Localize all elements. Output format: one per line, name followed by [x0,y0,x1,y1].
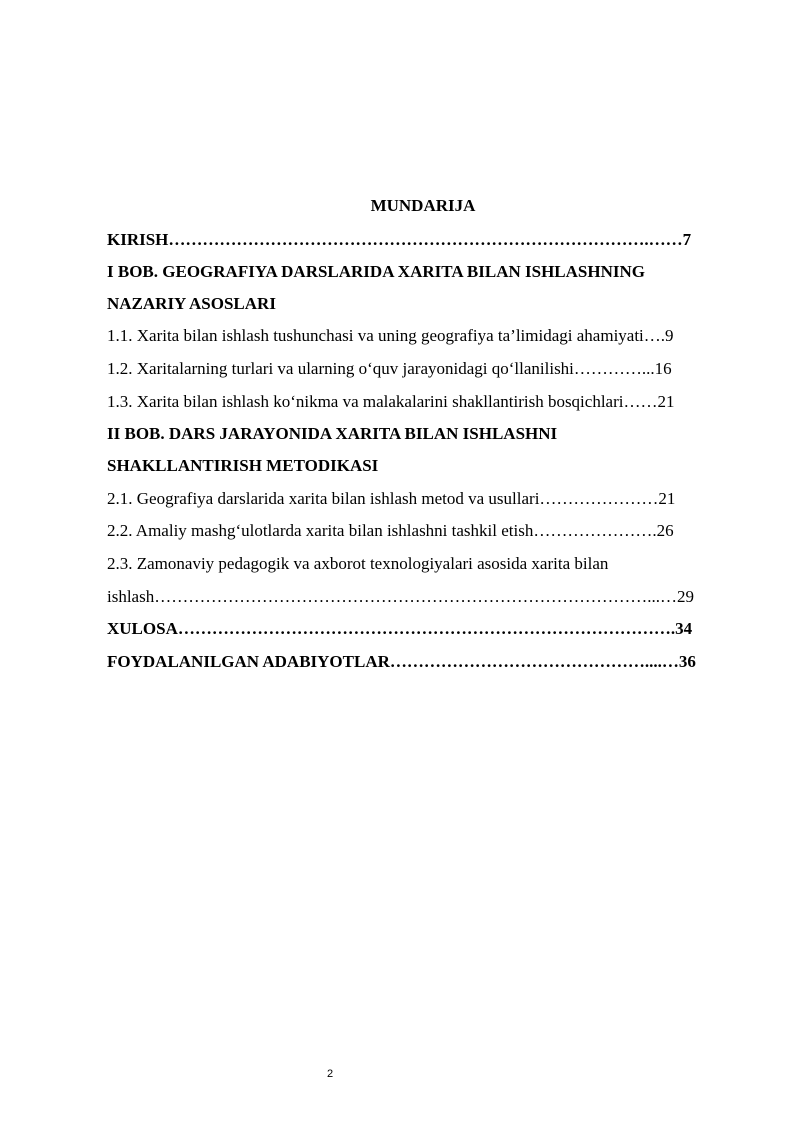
toc-section-2-3-line-2: ishlash……………………………………………………………………………...…29 [107,587,694,606]
toc-chapter-1-title-line-2: NAZARIY ASOSLARI [107,294,276,313]
toc-entry-references: FOYDALANILGAN ADABIYOTLAR………………………………………....…36 [107,652,696,671]
toc-chapter-2-title-line-1: II BOB. DARS JARAYONIDA XARITA BILAN ISHLASHNI [107,424,558,443]
toc-section-1-3: 1.3. Xarita bilan ishlash ko‘nikma va malakalarini shakllantirish bosqichlari……21 [107,392,675,411]
toc-section-2-3-line-1: 2.3. Zamonaviy pedagogik va axborot texnologiyalari asosida xarita bilan [107,554,609,573]
toc-chapter-2-title-line-2: SHAKLLANTIRISH METODIKASI [107,456,379,475]
toc-section-1-2: 1.2. Xaritalarning turlari va ularning o‘quv jarayonidagi qo‘llanilishi…………...16 [107,359,672,378]
toc-section-1-1: 1.1. Xarita bilan ishlash tushunchasi va uning geografiya ta’limidagi ahamiyati….9 [107,326,674,345]
toc-entry-conclusion: XULOSA…………………………………………………………………………….34 [107,619,693,638]
toc-title: MUNDARIJA [370,196,476,215]
toc-section-2-1: 2.1. Geografiya darslarida xarita bilan ishlash metod va usullari…………………21 [107,489,676,508]
page-number: 2 [326,1068,334,1080]
toc-entry-introduction: KIRISH………………………………………………………………………….……7 [107,230,692,249]
toc-chapter-1-title-line-1: I BOB. GEOGRAFIYA DARSLARIDA XARITA BILAN ISHLASHNING [107,262,645,281]
toc-section-2-2: 2.2. Amaliy mashg‘ulotlarda xarita bilan ishlashni tashkil etish………………….26 [107,521,674,540]
